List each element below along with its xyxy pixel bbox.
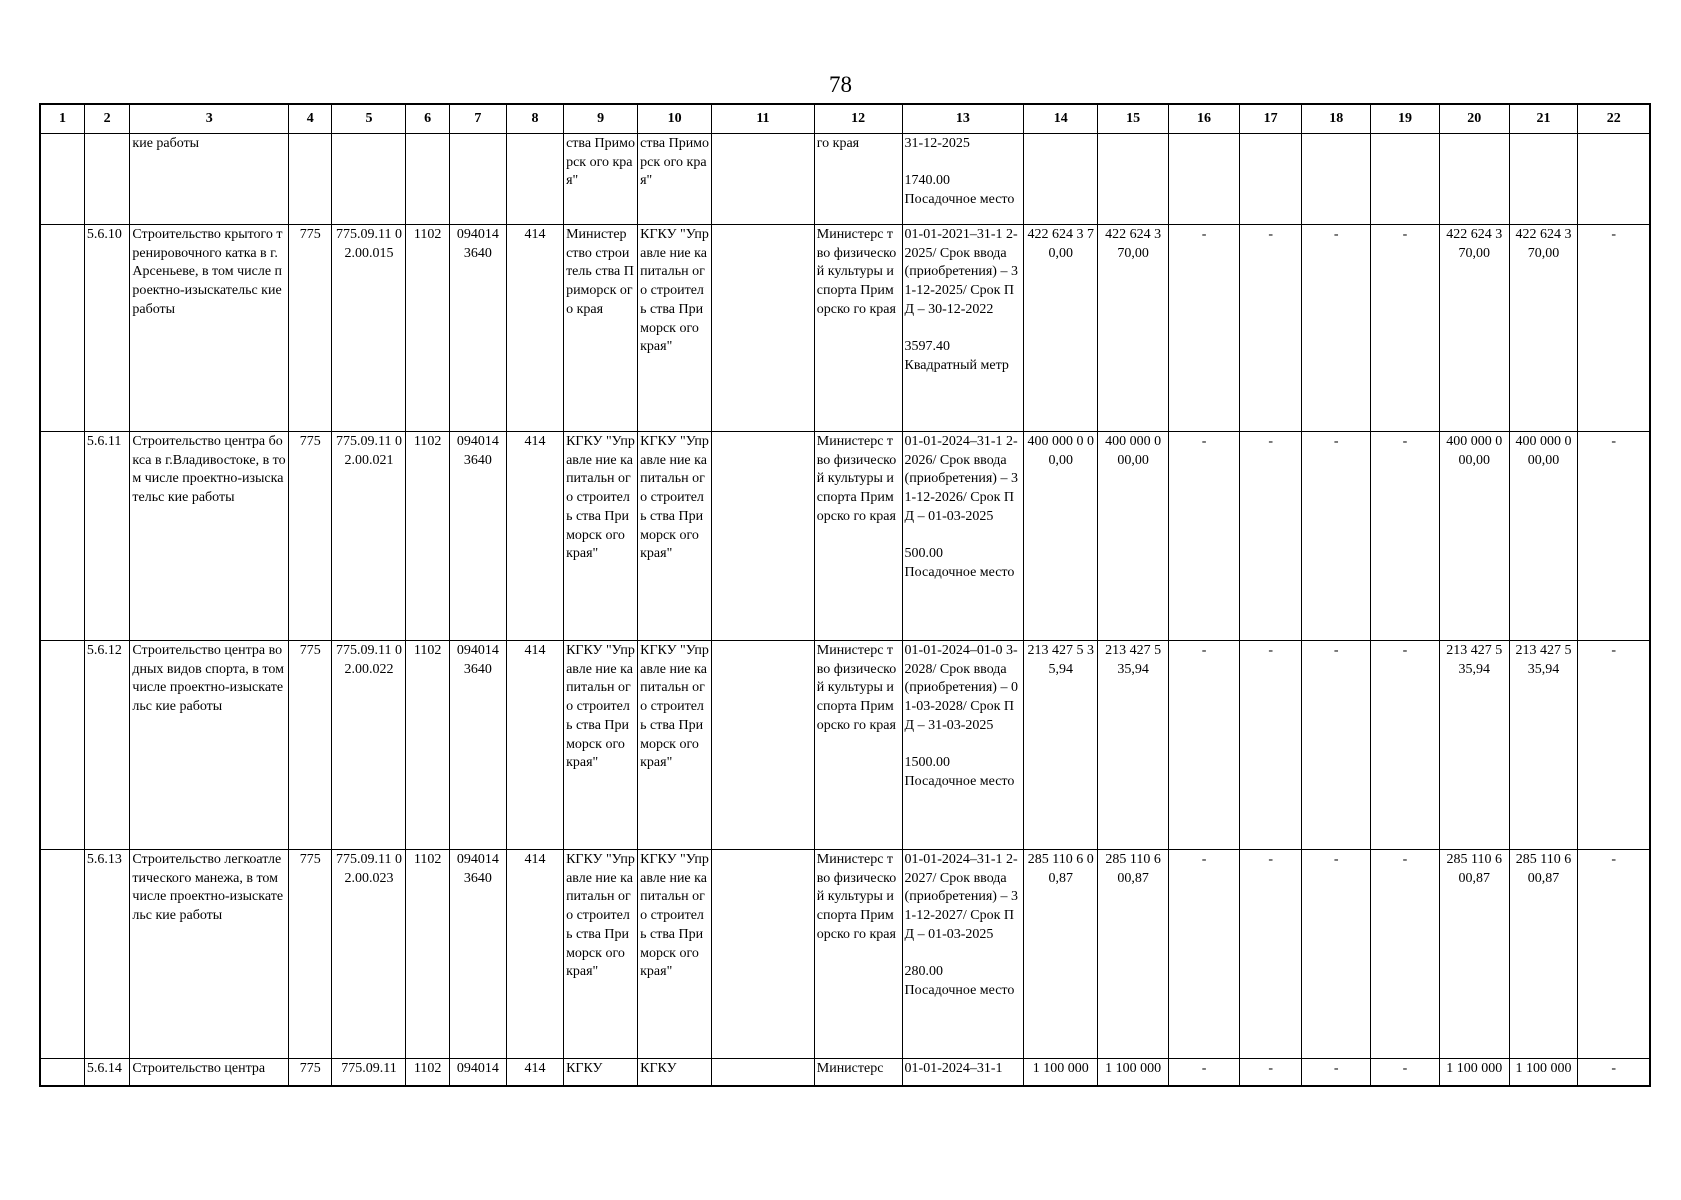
cell-col-12: го края	[814, 134, 902, 225]
cell-col-5: 775.09.11	[332, 1059, 406, 1087]
column-header: 13	[902, 104, 1024, 134]
cell-col-7: 094014 3640	[449, 850, 506, 1059]
cell-object-name: Строительство легкоатлетического манежа, в том числе проектно-изыскательс кие работы	[130, 850, 289, 1059]
cell-col-17	[1239, 134, 1301, 225]
cell-col-19	[1371, 134, 1440, 225]
column-number-row	[40, 104, 1650, 134]
cell-col-21: 213 427 5 35,94	[1509, 641, 1578, 850]
cell-col-16: -	[1169, 1059, 1240, 1087]
column-header: 6	[406, 104, 449, 134]
cell-col-10: КГКУ "Управле ние капитальн ого строитель ства Приморск ого края"	[638, 432, 712, 641]
cell-col-15: 213 427 5 35,94	[1098, 641, 1169, 850]
column-header: 12	[814, 104, 902, 134]
cell-col-22: -	[1578, 641, 1650, 850]
cell-col-9: КГКУ "Управле ние капитальн ого строитель ства Приморск ого края"	[564, 432, 638, 641]
cell-col-6: 1102	[406, 1059, 449, 1087]
cell-col-17: -	[1239, 432, 1301, 641]
cell-col-8: 414	[506, 432, 563, 641]
cell-col-16	[1169, 134, 1240, 225]
cell-col-1	[40, 432, 84, 641]
cell-col-4: 775	[289, 1059, 332, 1087]
cell-col-15: 285 110 6 00,87	[1098, 850, 1169, 1059]
cell-col-21: 285 110 6 00,87	[1509, 850, 1578, 1059]
cell-col-10: КГКУ "Управле ние капитальн ого строитель ства Приморск ого края"	[638, 850, 712, 1059]
cell-col-16: -	[1169, 850, 1240, 1059]
cell-col-20: 213 427 5 35,94	[1439, 641, 1509, 850]
cell-col-17: -	[1239, 850, 1301, 1059]
cell-col-6: 1102	[406, 641, 449, 850]
cell-col-4: 775	[289, 432, 332, 641]
cell-col-17: -	[1239, 225, 1301, 432]
cell-col-11	[712, 850, 815, 1059]
cell-col-6	[406, 134, 449, 225]
column-header: 4	[289, 104, 332, 134]
cell-item-number: 5.6.14	[84, 1059, 129, 1087]
cell-col-1	[40, 225, 84, 432]
cell-col-20: 1 100 000	[1439, 1059, 1509, 1087]
cell-col-22: -	[1578, 432, 1650, 641]
cell-col-5: 775.09.11 02.00.021	[332, 432, 406, 641]
cell-col-10: КГКУ "Управле ние капитальн ого строитель ства Приморск ого края"	[638, 225, 712, 432]
cell-col-11	[712, 134, 815, 225]
cell-col-16: -	[1169, 225, 1240, 432]
cell-col-4: 775	[289, 641, 332, 850]
cell-col-9: КГКУ "Управле ние капитальн ого строитель ства Приморск ого края"	[564, 641, 638, 850]
cell-col-11	[712, 1059, 815, 1087]
table-row	[40, 225, 1650, 432]
cell-col-5: 775.09.11 02.00.023	[332, 850, 406, 1059]
column-header: 3	[130, 104, 289, 134]
column-header: 16	[1169, 104, 1240, 134]
cell-col-17: -	[1239, 1059, 1301, 1087]
cell-col-5: 775.09.11 02.00.022	[332, 641, 406, 850]
cell-col-22: -	[1578, 225, 1650, 432]
column-header: 14	[1024, 104, 1098, 134]
table-row	[40, 134, 1650, 225]
cell-col-4: 775	[289, 850, 332, 1059]
cell-col-7: 094014 3640	[449, 641, 506, 850]
column-header: 7	[449, 104, 506, 134]
column-header: 20	[1439, 104, 1509, 134]
cell-col-6: 1102	[406, 225, 449, 432]
cell-object-name: кие работы	[130, 134, 289, 225]
cell-item-number: 5.6.10	[84, 225, 129, 432]
cell-col-1	[40, 134, 84, 225]
cell-col-8: 414	[506, 1059, 563, 1087]
cell-col-20: 285 110 6 00,87	[1439, 850, 1509, 1059]
cell-col-15: 422 624 3 70,00	[1098, 225, 1169, 432]
cell-col-8: 414	[506, 850, 563, 1059]
column-header: 10	[638, 104, 712, 134]
cell-col-10: КГКУ	[638, 1059, 712, 1087]
cell-col-7: 094014 3640	[449, 225, 506, 432]
cell-col-8: 414	[506, 225, 563, 432]
cell-item-number: 5.6.13	[84, 850, 129, 1059]
cell-col-12: Министерс тво физической культуры и спорта Приморско го края	[814, 432, 902, 641]
cell-col-13: 01-01-2024–31-1 2-2026/ Срок ввода (приобретения) – 31-12-2026/ Срок ПД – 01-03-2025 500.00 Посадочное место	[902, 432, 1024, 641]
cell-col-12: Министерс	[814, 1059, 902, 1087]
cell-col-16: -	[1169, 641, 1240, 850]
cell-col-7: 094014	[449, 1059, 506, 1087]
cell-col-19: -	[1371, 432, 1440, 641]
cell-col-9: КГКУ "Управле ние капитальн ого строитель ства Приморск ого края"	[564, 850, 638, 1059]
cell-col-15: 1 100 000	[1098, 1059, 1169, 1087]
cell-col-21	[1509, 134, 1578, 225]
table-row	[40, 1059, 1650, 1087]
cell-col-13: 01-01-2024–01-0 3-2028/ Срок ввода (приобретения) – 01-03-2028/ Срок ПД – 31-03-2025 1500.00 Посадочное место	[902, 641, 1024, 850]
cell-col-19: -	[1371, 641, 1440, 850]
cell-col-12: Министерс тво физической культуры и спорта Приморско го края	[814, 641, 902, 850]
table-row	[40, 850, 1650, 1059]
table-row	[40, 432, 1650, 641]
column-header: 5	[332, 104, 406, 134]
cell-col-19: -	[1371, 225, 1440, 432]
cell-col-1	[40, 641, 84, 850]
cell-col-11	[712, 641, 815, 850]
cell-col-14: 213 427 5 35,94	[1024, 641, 1098, 850]
cell-col-14	[1024, 134, 1098, 225]
cell-col-9: ства Приморск ого края"	[564, 134, 638, 225]
cell-col-14: 285 110 6 00,87	[1024, 850, 1098, 1059]
cell-col-7	[449, 134, 506, 225]
budget-table	[39, 103, 1651, 1087]
cell-col-12: Министерс тво физической культуры и спорта Приморско го края	[814, 225, 902, 432]
cell-object-name: Строительство центра бокса в г.Владивостоке, в том числе проектно-изыскательс кие работы	[130, 432, 289, 641]
cell-col-15: 400 000 0 00,00	[1098, 432, 1169, 641]
cell-col-20: 400 000 0 00,00	[1439, 432, 1509, 641]
cell-col-10: ства Приморск ого края"	[638, 134, 712, 225]
column-header: 9	[564, 104, 638, 134]
cell-col-1	[40, 850, 84, 1059]
column-header: 8	[506, 104, 563, 134]
cell-col-9: Министер ство строитель ства Приморск ого края	[564, 225, 638, 432]
cell-col-8	[506, 134, 563, 225]
cell-col-13: 01-01-2021–31-1 2-2025/ Срок ввода (приобретения) – 31-12-2025/ Срок ПД – 30-12-2022 3597.40 Квадратный метр	[902, 225, 1024, 432]
column-header: 17	[1239, 104, 1301, 134]
cell-object-name: Строительство крытого тренировочного катка в г. Арсеньеве, в том числе проектно-изыскательс кие работы	[130, 225, 289, 432]
cell-col-21: 400 000 0 00,00	[1509, 432, 1578, 641]
cell-col-22	[1578, 134, 1650, 225]
cell-col-12: Министерс тво физической культуры и спорта Приморско го края	[814, 850, 902, 1059]
cell-col-20: 422 624 3 70,00	[1439, 225, 1509, 432]
column-header: 22	[1578, 104, 1650, 134]
column-header: 18	[1302, 104, 1371, 134]
cell-col-18: -	[1302, 432, 1371, 641]
cell-col-18: -	[1302, 641, 1371, 850]
cell-object-name: Строительство центра	[130, 1059, 289, 1087]
cell-col-21: 422 624 3 70,00	[1509, 225, 1578, 432]
table-row	[40, 641, 1650, 850]
cell-object-name: Строительство центра водных видов спорта, в том числе проектно-изыскательс кие работы	[130, 641, 289, 850]
cell-col-19: -	[1371, 1059, 1440, 1087]
cell-col-13: 01-01-2024–31-1 2-2027/ Срок ввода (приобретения) – 31-12-2027/ Срок ПД – 01-03-2025 280.00 Посадочное место	[902, 850, 1024, 1059]
cell-item-number: 5.6.11	[84, 432, 129, 641]
column-header: 21	[1509, 104, 1578, 134]
cell-col-4: 775	[289, 225, 332, 432]
cell-col-6: 1102	[406, 850, 449, 1059]
cell-col-18	[1302, 134, 1371, 225]
column-header: 19	[1371, 104, 1440, 134]
cell-col-14: 422 624 3 70,00	[1024, 225, 1098, 432]
cell-col-13: 01-01-2024–31-1	[902, 1059, 1024, 1087]
cell-col-16: -	[1169, 432, 1240, 641]
cell-item-number: 5.6.12	[84, 641, 129, 850]
cell-item-number	[84, 134, 129, 225]
column-header: 15	[1098, 104, 1169, 134]
cell-col-5	[332, 134, 406, 225]
cell-col-9: КГКУ	[564, 1059, 638, 1087]
cell-col-5: 775.09.11 02.00.015	[332, 225, 406, 432]
cell-col-18: -	[1302, 850, 1371, 1059]
cell-col-14: 1 100 000	[1024, 1059, 1098, 1087]
cell-col-11	[712, 225, 815, 432]
cell-col-22: -	[1578, 1059, 1650, 1087]
cell-col-14: 400 000 0 00,00	[1024, 432, 1098, 641]
cell-col-17: -	[1239, 641, 1301, 850]
cell-col-8: 414	[506, 641, 563, 850]
column-header: 2	[84, 104, 129, 134]
page-number: 78	[829, 72, 852, 97]
cell-col-21: 1 100 000	[1509, 1059, 1578, 1087]
cell-col-10: КГКУ "Управле ние капитальн ого строитель ства Приморск ого края"	[638, 641, 712, 850]
column-header: 1	[40, 104, 84, 134]
cell-col-15	[1098, 134, 1169, 225]
cell-col-22: -	[1578, 850, 1650, 1059]
cell-col-18: -	[1302, 225, 1371, 432]
cell-col-20	[1439, 134, 1509, 225]
cell-col-1	[40, 1059, 84, 1087]
cell-col-13: 31-12-2025 1740.00 Посадочное место	[902, 134, 1024, 225]
cell-col-6: 1102	[406, 432, 449, 641]
column-header: 11	[712, 104, 815, 134]
cell-col-18: -	[1302, 1059, 1371, 1087]
cell-col-19: -	[1371, 850, 1440, 1059]
cell-col-11	[712, 432, 815, 641]
cell-col-7: 094014 3640	[449, 432, 506, 641]
cell-col-4	[289, 134, 332, 225]
